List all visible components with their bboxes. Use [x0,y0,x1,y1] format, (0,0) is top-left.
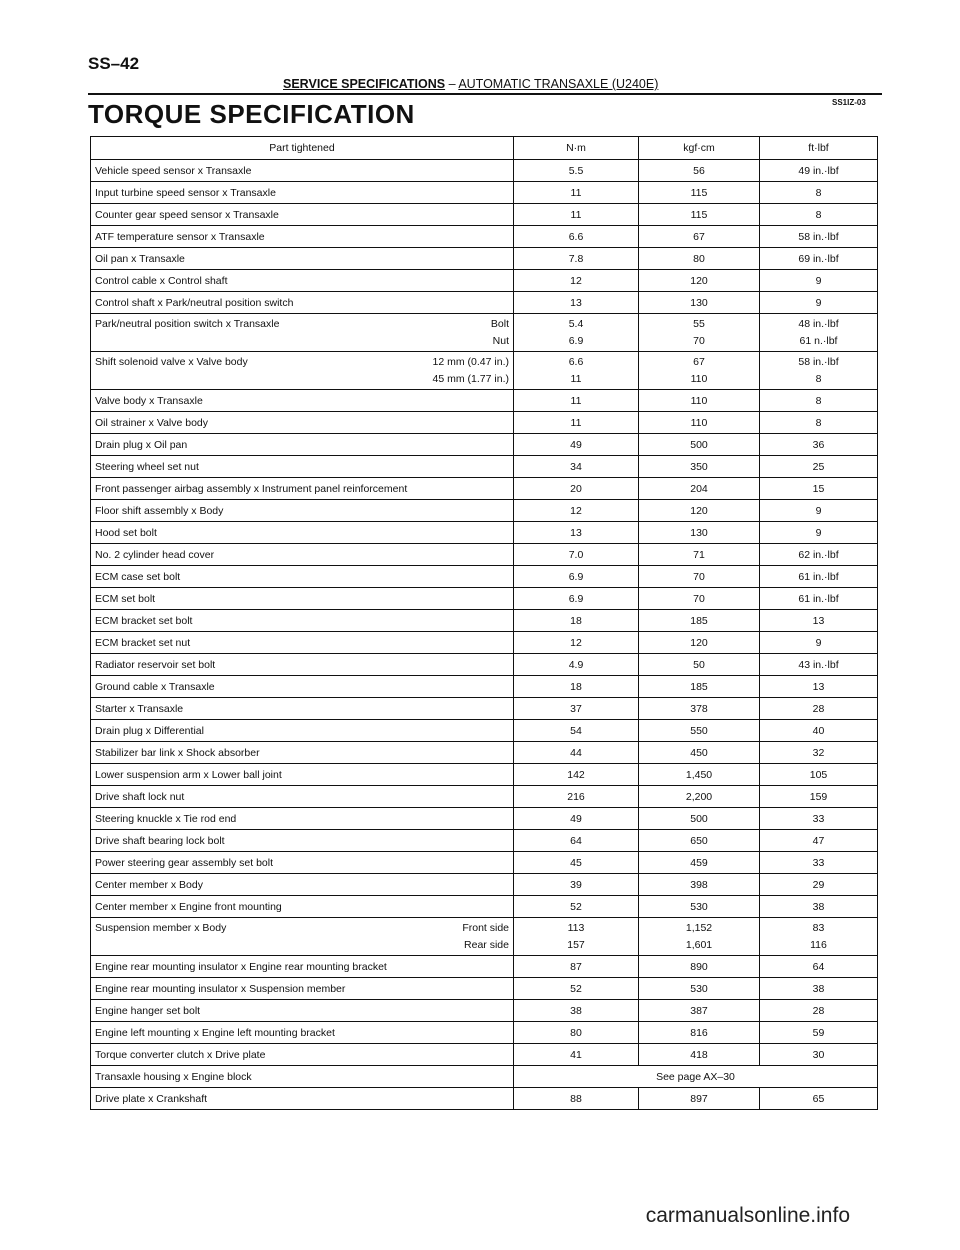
nm-value: 88 [514,1088,639,1110]
kgf-value: 378 [639,698,760,720]
table-row [91,412,878,434]
part-name: Engine hanger set bolt [91,1000,514,1022]
ft-value: 83 [812,921,825,934]
kgf-value: 56 [639,160,760,182]
part-cell [91,918,514,956]
table-row [91,720,878,742]
ft-value: 47 [760,830,878,852]
ft-value: 9 [760,522,878,544]
kgf-value: 120 [639,632,760,654]
table-row [91,160,878,182]
nm-value: 44 [514,742,639,764]
kgf-value: 530 [639,978,760,1000]
ft-value: 15 [760,478,878,500]
ft-value: 8 [760,182,878,204]
kgf-value: 350 [639,456,760,478]
table-row [91,500,878,522]
nm-value: 34 [514,456,639,478]
kgf-value: 120 [639,500,760,522]
part-name: Input turbine speed sensor x Transaxle [91,182,514,204]
nm-value: 11 [570,372,582,385]
part-cell [91,352,514,390]
document-code: SS1IZ-03 [832,98,866,107]
nm-value: 80 [514,1022,639,1044]
header-ftlbf: ft·lbf [760,137,878,160]
kgf-value: 204 [639,478,760,500]
kgf-value: 120 [639,270,760,292]
kgf-value: 418 [639,1044,760,1066]
kgf-cell [639,352,760,390]
kgf-cell [639,314,760,352]
kgf-value: 110 [639,390,760,412]
watermark: carmanualsonline.info [645,1204,850,1227]
part-name: Lower suspension arm x Lower ball joint [91,764,514,786]
nm-value: 49 [514,434,639,456]
table-row [91,1022,878,1044]
table-row [91,610,878,632]
nm-value: 52 [514,896,639,918]
table-row [91,544,878,566]
see-page-note: See page AX–30 [514,1066,878,1088]
ft-cell [760,918,878,956]
kgf-value: 70 [639,588,760,610]
table-row [91,874,878,896]
part-name: ECM bracket set nut [91,632,514,654]
nm-value: 11 [514,390,639,412]
nm-value: 142 [514,764,639,786]
kgf-value: 550 [639,720,760,742]
section-name: SERVICE SPECIFICATIONS [283,77,446,91]
table-row [91,456,878,478]
nm-value: 20 [514,478,639,500]
ft-value: 64 [760,956,878,978]
ft-value: 105 [760,764,878,786]
kgf-value: 530 [639,896,760,918]
table-header-row [91,137,878,160]
subsection-name: AUTOMATIC TRANSAXLE (U240E) [458,77,659,91]
table-row [91,978,878,1000]
ft-value: 43 in.·lbf [760,654,878,676]
ft-value: 28 [760,698,878,720]
part-name: Steering wheel set nut [91,456,514,478]
table-row [91,918,878,956]
part-name: Front passenger airbag assembly x Instrument panel reinforcement [91,478,514,500]
table-row [91,654,878,676]
kgf-value: 650 [639,830,760,852]
part-name: Engine rear mounting insulator x Suspension member [91,978,514,1000]
table-row [91,352,878,390]
table-row [91,390,878,412]
nm-value: 39 [514,874,639,896]
part-name: Center member x Body [91,874,514,896]
table-row [91,588,878,610]
part-variant: Nut [492,334,509,347]
ft-value: 58 in.·lbf [760,226,878,248]
ft-cell [760,352,878,390]
ft-value: 9 [760,632,878,654]
table-row [91,478,878,500]
table-row [91,204,878,226]
part-name: Radiator reservoir set bolt [91,654,514,676]
nm-value: 12 [514,500,639,522]
part-cell [91,314,514,352]
part-variant: Rear side [464,938,509,951]
part-name: ECM set bolt [91,588,514,610]
table-row [91,1088,878,1110]
kgf-value: 67 [639,226,760,248]
kgf-value: 2,200 [639,786,760,808]
ft-value: 13 [760,676,878,698]
header-part: Part tightened [91,137,514,160]
part-name: Engine left mounting x Engine left mounting bracket [91,1022,514,1044]
part-variant: Bolt [490,317,509,330]
header-separator: – [448,77,456,91]
part-name: Control shaft x Park/neutral position switch [91,292,514,314]
part-name: Oil pan x Transaxle [91,248,514,270]
nm-value: 11 [514,204,639,226]
ft-value: 9 [760,292,878,314]
nm-cell [514,918,639,956]
nm-value: 18 [514,676,639,698]
part-name: Drain plug x Oil pan [91,434,514,456]
part-name: ECM bracket set bolt [91,610,514,632]
torque-table-container [90,136,877,1110]
kgf-value: 387 [639,1000,760,1022]
kgf-value: 398 [639,874,760,896]
ft-value: 30 [760,1044,878,1066]
kgf-value: 130 [639,522,760,544]
nm-value: 6.9 [514,566,639,588]
ft-value: 8 [760,204,878,226]
ft-value: 40 [760,720,878,742]
nm-value: 12 [514,270,639,292]
part-name: No. 2 cylinder head cover [91,544,514,566]
nm-value: 52 [514,978,639,1000]
ft-value: 61 in.·lbf [760,566,878,588]
kgf-value: 185 [639,676,760,698]
kgf-value: 50 [639,654,760,676]
table-row [91,676,878,698]
nm-value: 6.6 [514,226,639,248]
ft-value: 116 [810,938,827,951]
nm-value: 13 [514,522,639,544]
part-name: Counter gear speed sensor x Transaxle [91,204,514,226]
ft-value: 38 [760,978,878,1000]
nm-value: 87 [514,956,639,978]
table-row [91,1066,878,1088]
table-row [91,434,878,456]
kgf-value: 115 [639,182,760,204]
nm-value: 4.9 [514,654,639,676]
table-body [91,160,878,1110]
part-name: Drain plug x Differential [91,720,514,742]
table-row [91,852,878,874]
nm-cell [514,314,639,352]
kgf-value: 185 [639,610,760,632]
nm-value: 113 [567,921,585,934]
nm-value: 12 [514,632,639,654]
nm-value: 18 [514,610,639,632]
part-name: Starter x Transaxle [91,698,514,720]
ft-value: 33 [760,852,878,874]
part-name: Shift solenoid valve x Valve body [95,355,248,368]
table-row [91,292,878,314]
part-name: Valve body x Transaxle [91,390,514,412]
ft-value: 38 [760,896,878,918]
kgf-value: 55 [693,317,705,330]
table-row [91,182,878,204]
nm-value: 6.9 [514,588,639,610]
part-name: Stabilizer bar link x Shock absorber [91,742,514,764]
table-row [91,248,878,270]
ft-value: 59 [760,1022,878,1044]
part-name: Transaxle housing x Engine block [91,1066,514,1088]
kgf-value: 70 [639,566,760,588]
kgf-value: 459 [639,852,760,874]
nm-value: 45 [514,852,639,874]
kgf-value: 71 [639,544,760,566]
table-row [91,632,878,654]
nm-value: 7.0 [514,544,639,566]
part-variant: 12 mm (0.47 in.) [432,355,509,368]
torque-table [90,136,878,1110]
ft-value: 9 [760,500,878,522]
ft-value: 9 [760,270,878,292]
kgf-value: 1,152 [685,921,713,934]
table-row [91,1000,878,1022]
kgf-value: 890 [639,956,760,978]
ft-value: 58 in.·lbf [798,355,839,368]
kgf-value: 500 [639,808,760,830]
table-row [91,786,878,808]
part-name: Hood set bolt [91,522,514,544]
nm-value: 49 [514,808,639,830]
table-row [91,896,878,918]
nm-value: 6.9 [568,334,584,347]
kgf-value: 897 [639,1088,760,1110]
table-row [91,314,878,352]
part-name: Suspension member x Body [95,921,227,934]
nm-value: 11 [514,182,639,204]
ft-value: 36 [760,434,878,456]
ft-value: 8 [760,390,878,412]
ft-value: 33 [760,808,878,830]
kgf-value: 130 [639,292,760,314]
kgf-cell [639,918,760,956]
header-nm: N·m [514,137,639,160]
kgf-value: 67 [693,355,705,368]
table-row [91,808,878,830]
kgf-value: 450 [639,742,760,764]
ft-value: 8 [815,372,822,385]
table-row [91,698,878,720]
ft-value: 48 in.·lbf [798,317,839,330]
part-variant: 45 mm (1.77 in.) [432,372,509,385]
part-name: Power steering gear assembly set bolt [91,852,514,874]
part-variant: Front side [462,921,509,934]
header-kgfcm: kgf·cm [639,137,760,160]
part-name: Ground cable x Transaxle [91,676,514,698]
part-name: Park/neutral position switch x Transaxle [95,317,280,330]
kgf-value: 110 [639,412,760,434]
ft-value: 69 in.·lbf [760,248,878,270]
page-number: SS–42 [88,54,140,73]
nm-value: 38 [514,1000,639,1022]
part-name: Floor shift assembly x Body [91,500,514,522]
part-name: Center member x Engine front mounting [91,896,514,918]
table-row [91,270,878,292]
nm-value: 216 [514,786,639,808]
part-name: Drive shaft bearing lock bolt [91,830,514,852]
part-name: ECM case set bolt [91,566,514,588]
nm-value: 64 [514,830,639,852]
table-row [91,566,878,588]
table-row [91,742,878,764]
ft-value: 65 [760,1088,878,1110]
kgf-value: 70 [693,334,705,347]
ft-cell [760,314,878,352]
page-title: TORQUE SPECIFICATION [88,99,415,129]
nm-value: 13 [514,292,639,314]
part-name: Drive plate x Crankshaft [91,1088,514,1110]
nm-value: 54 [514,720,639,742]
nm-value: 7.8 [514,248,639,270]
kgf-value: 1,601 [685,938,713,951]
ft-value: 28 [760,1000,878,1022]
kgf-value: 110 [690,372,708,385]
ft-value: 159 [760,786,878,808]
kgf-value: 816 [639,1022,760,1044]
nm-value: 11 [514,412,639,434]
table-row [91,830,878,852]
part-name: Control cable x Control shaft [91,270,514,292]
kgf-value: 80 [639,248,760,270]
table-row [91,522,878,544]
nm-value: 5.5 [514,160,639,182]
part-name: Vehicle speed sensor x Transaxle [91,160,514,182]
ft-value: 13 [760,610,878,632]
table-row [91,1044,878,1066]
running-header [283,77,658,91]
part-name: Torque converter clutch x Drive plate [91,1044,514,1066]
part-name: Engine rear mounting insulator x Engine rear mounting bracket [91,956,514,978]
ft-value: 61 n.·lbf [799,334,838,347]
nm-value: 6.6 [568,355,584,368]
kgf-value: 500 [639,434,760,456]
part-name: Oil strainer x Valve body [91,412,514,434]
part-name: ATF temperature sensor x Transaxle [91,226,514,248]
nm-value: 37 [514,698,639,720]
kgf-value: 115 [639,204,760,226]
header-rule [88,93,882,95]
ft-value: 29 [760,874,878,896]
ft-value: 62 in.·lbf [760,544,878,566]
ft-value: 8 [760,412,878,434]
table-row [91,226,878,248]
part-name: Drive shaft lock nut [91,786,514,808]
ft-value: 61 in.·lbf [760,588,878,610]
ft-value: 25 [760,456,878,478]
nm-value: 41 [514,1044,639,1066]
table-row [91,764,878,786]
nm-value: 157 [567,938,585,951]
kgf-value: 1,450 [639,764,760,786]
ft-value: 49 in.·lbf [760,160,878,182]
table-row [91,956,878,978]
part-name: Steering knuckle x Tie rod end [91,808,514,830]
nm-value: 5.4 [568,317,584,330]
nm-cell [514,352,639,390]
ft-value: 32 [760,742,878,764]
